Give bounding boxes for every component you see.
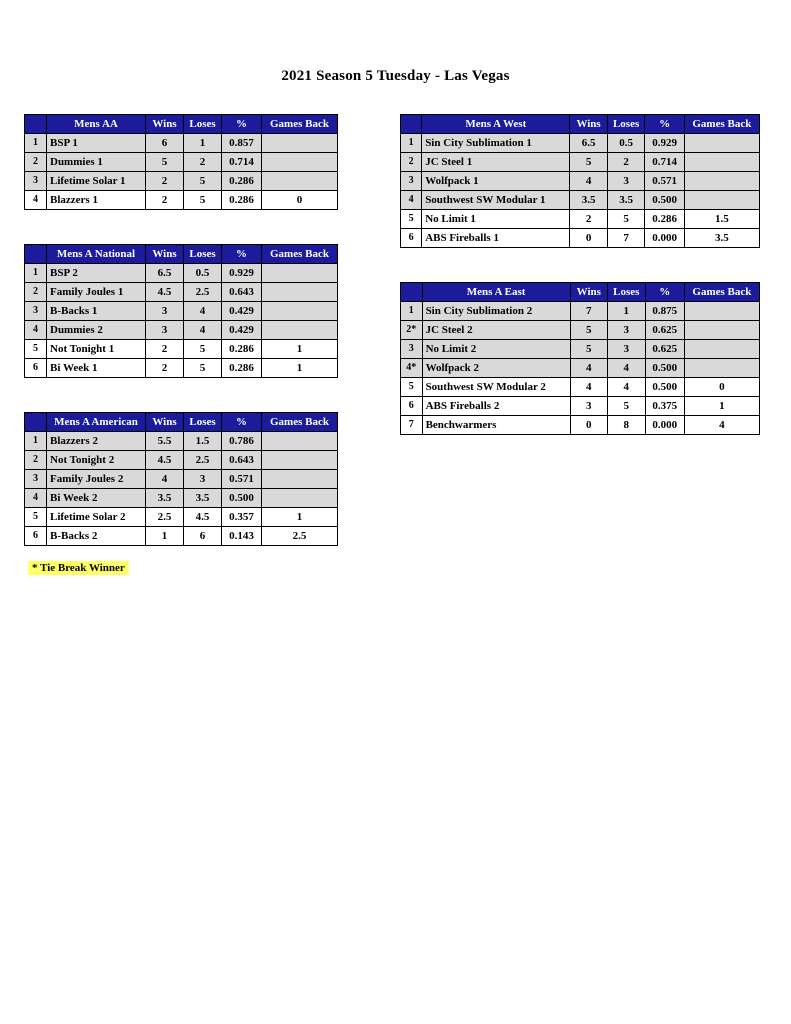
rank-cell: 1 — [25, 134, 47, 153]
table-row — [25, 508, 338, 527]
games-back-cell — [684, 321, 759, 340]
team-name-cell: No Limit 1 — [422, 210, 570, 229]
rank-cell: 1 — [25, 264, 47, 283]
games-back-cell: 0 — [262, 191, 338, 210]
column-header-division: Mens A American — [47, 413, 146, 432]
column-header-loses: Loses — [607, 283, 645, 302]
games-back-cell — [684, 359, 759, 378]
wins-cell: 2 — [146, 172, 184, 191]
team-name-cell: BSP 2 — [47, 264, 146, 283]
pct-cell: 0.357 — [222, 508, 262, 527]
games-back-cell — [262, 321, 338, 340]
column-header-division: Mens AA — [47, 115, 146, 134]
loses-cell: 2 — [607, 153, 645, 172]
games-back-cell — [262, 302, 338, 321]
rank-cell: 5 — [25, 508, 47, 527]
wins-cell: 6.5 — [146, 264, 184, 283]
standings-table-mens-a-national — [24, 244, 338, 378]
column-header-rank — [25, 115, 47, 134]
games-back-cell — [262, 172, 338, 191]
pct-cell: 0.786 — [222, 432, 262, 451]
rank-cell: 4 — [25, 489, 47, 508]
rank-cell: 3 — [401, 340, 423, 359]
table-row — [25, 321, 338, 340]
column-header-wins: Wins — [570, 115, 607, 134]
games-back-cell: 1 — [684, 397, 759, 416]
pct-cell: 0.571 — [222, 470, 262, 489]
pct-cell: 0.143 — [222, 527, 262, 546]
wins-cell: 5 — [570, 321, 607, 340]
pct-cell: 0.625 — [645, 321, 684, 340]
wins-cell: 5 — [570, 153, 607, 172]
table-row — [401, 378, 760, 397]
rank-cell: 4 — [25, 191, 47, 210]
rank-cell: 3 — [25, 302, 47, 321]
wins-cell: 0 — [570, 229, 607, 248]
wins-cell: 6 — [146, 134, 184, 153]
games-back-cell — [684, 172, 759, 191]
table-row — [401, 172, 760, 191]
wins-cell: 3.5 — [146, 489, 184, 508]
pct-cell: 0.714 — [645, 153, 684, 172]
loses-cell: 2.5 — [184, 283, 222, 302]
wins-cell: 5.5 — [146, 432, 184, 451]
rank-cell: 6 — [25, 359, 47, 378]
column-header-games-back: Games Back — [262, 413, 338, 432]
column-header-wins: Wins — [146, 413, 184, 432]
loses-cell: 4 — [607, 378, 645, 397]
pct-cell: 0.929 — [645, 134, 684, 153]
loses-cell: 4.5 — [184, 508, 222, 527]
team-name-cell: Blazzers 2 — [47, 432, 146, 451]
column-header-pct: % — [645, 115, 684, 134]
team-name-cell: Not Tonight 2 — [47, 451, 146, 470]
table-header-row — [25, 115, 338, 134]
table-header-row — [25, 245, 338, 264]
team-name-cell: Family Joules 1 — [47, 283, 146, 302]
wins-cell: 2.5 — [146, 508, 184, 527]
wins-cell: 3 — [146, 302, 184, 321]
rank-cell: 1 — [401, 302, 423, 321]
column-header-games-back: Games Back — [684, 283, 759, 302]
wins-cell: 7 — [570, 302, 607, 321]
pct-cell: 0.500 — [222, 489, 262, 508]
table-row — [401, 359, 760, 378]
table-row — [25, 191, 338, 210]
table-row — [25, 302, 338, 321]
games-back-cell — [262, 153, 338, 172]
team-name-cell: Lifetime Solar 2 — [47, 508, 146, 527]
table-row — [25, 134, 338, 153]
table-row — [401, 229, 760, 248]
wins-cell: 2 — [146, 359, 184, 378]
rank-cell: 3 — [25, 172, 47, 191]
loses-cell: 3 — [607, 321, 645, 340]
pct-cell: 0.286 — [222, 359, 262, 378]
table-row — [401, 134, 760, 153]
loses-cell: 3 — [607, 340, 645, 359]
games-back-cell — [262, 432, 338, 451]
table-header-row — [401, 115, 760, 134]
column-header-rank — [25, 245, 47, 264]
table-row — [25, 489, 338, 508]
rank-cell: 4 — [25, 321, 47, 340]
pct-cell: 0.500 — [645, 378, 684, 397]
wins-cell: 5 — [146, 153, 184, 172]
standings-table-mens-a-west — [400, 114, 760, 248]
wins-cell: 4.5 — [146, 283, 184, 302]
table-row — [401, 416, 760, 435]
rank-cell: 5 — [401, 210, 422, 229]
games-back-cell: 0 — [684, 378, 759, 397]
column-header-games-back: Games Back — [262, 245, 338, 264]
pct-cell: 0.286 — [222, 172, 262, 191]
column-header-loses: Loses — [184, 115, 222, 134]
loses-cell: 5 — [184, 359, 222, 378]
games-back-cell — [262, 264, 338, 283]
column-header-pct: % — [222, 413, 262, 432]
wins-cell: 3 — [570, 397, 607, 416]
pct-cell: 0.000 — [645, 229, 684, 248]
pct-cell: 0.375 — [645, 397, 684, 416]
column-header-pct: % — [645, 283, 684, 302]
team-name-cell: Dummies 2 — [47, 321, 146, 340]
column-header-pct: % — [222, 245, 262, 264]
column-header-games-back: Games Back — [684, 115, 759, 134]
rank-cell: 6 — [25, 527, 47, 546]
table-row — [25, 451, 338, 470]
table-row — [401, 210, 760, 229]
team-name-cell: Benchwarmers — [422, 416, 570, 435]
loses-cell: 3.5 — [607, 191, 645, 210]
table-row — [401, 397, 760, 416]
games-back-cell — [684, 153, 759, 172]
wins-cell: 2 — [146, 191, 184, 210]
rank-cell: 5 — [25, 340, 47, 359]
wins-cell: 4 — [570, 172, 607, 191]
loses-cell: 5 — [184, 340, 222, 359]
games-back-cell: 3.5 — [684, 229, 759, 248]
rank-cell: 4 — [401, 191, 422, 210]
table-row — [401, 321, 760, 340]
wins-cell: 4.5 — [146, 451, 184, 470]
loses-cell: 1 — [607, 302, 645, 321]
loses-cell: 4 — [184, 302, 222, 321]
wins-cell: 4 — [146, 470, 184, 489]
table-row — [401, 340, 760, 359]
team-name-cell: Lifetime Solar 1 — [47, 172, 146, 191]
games-back-cell — [684, 340, 759, 359]
team-name-cell: Wolfpack 2 — [422, 359, 570, 378]
games-back-cell: 1 — [262, 340, 338, 359]
loses-cell: 1 — [184, 134, 222, 153]
rank-cell: 5 — [401, 378, 423, 397]
team-name-cell: Sin City Sublimation 2 — [422, 302, 570, 321]
standings-table-mens-aa — [24, 114, 338, 210]
table-row — [25, 359, 338, 378]
wins-cell: 4 — [570, 359, 607, 378]
wins-cell: 3.5 — [570, 191, 607, 210]
pct-cell: 0.429 — [222, 321, 262, 340]
loses-cell: 3.5 — [184, 489, 222, 508]
rank-cell: 4* — [401, 359, 423, 378]
rank-cell: 2* — [401, 321, 423, 340]
table-header-row — [25, 413, 338, 432]
games-back-cell — [262, 134, 338, 153]
games-back-cell: 4 — [684, 416, 759, 435]
pct-cell: 0.714 — [222, 153, 262, 172]
column-header-wins: Wins — [146, 115, 184, 134]
team-name-cell: ABS Fireballs 1 — [422, 229, 570, 248]
wins-cell: 5 — [570, 340, 607, 359]
loses-cell: 7 — [607, 229, 645, 248]
games-back-cell: 1 — [262, 508, 338, 527]
table-row — [25, 153, 338, 172]
team-name-cell: Wolfpack 1 — [422, 172, 570, 191]
rank-cell: 3 — [401, 172, 422, 191]
loses-cell: 5 — [184, 172, 222, 191]
pct-cell: 0.875 — [645, 302, 684, 321]
pct-cell: 0.286 — [222, 191, 262, 210]
pct-cell: 0.571 — [645, 172, 684, 191]
loses-cell: 5 — [607, 397, 645, 416]
pct-cell: 0.643 — [222, 451, 262, 470]
column-header-wins: Wins — [570, 283, 607, 302]
games-back-cell — [262, 283, 338, 302]
column-header-pct: % — [222, 115, 262, 134]
games-back-cell — [684, 134, 759, 153]
games-back-cell — [262, 451, 338, 470]
loses-cell: 1.5 — [184, 432, 222, 451]
table-row — [25, 172, 338, 191]
column-header-division: Mens A National — [47, 245, 146, 264]
loses-cell: 0.5 — [184, 264, 222, 283]
tie-break-legend: * Tie Break Winner — [28, 561, 129, 575]
loses-cell: 2.5 — [184, 451, 222, 470]
loses-cell: 4 — [607, 359, 645, 378]
games-back-cell: 2.5 — [262, 527, 338, 546]
loses-cell: 8 — [607, 416, 645, 435]
wins-cell: 0 — [570, 416, 607, 435]
pct-cell: 0.500 — [645, 359, 684, 378]
table-row — [401, 153, 760, 172]
wins-cell: 2 — [146, 340, 184, 359]
loses-cell: 5 — [184, 191, 222, 210]
team-name-cell: Bi Week 1 — [47, 359, 146, 378]
games-back-cell — [262, 470, 338, 489]
team-name-cell: Southwest SW Modular 1 — [422, 191, 570, 210]
rank-cell: 3 — [25, 470, 47, 489]
games-back-cell — [262, 489, 338, 508]
team-name-cell: B-Backs 1 — [47, 302, 146, 321]
loses-cell: 6 — [184, 527, 222, 546]
pct-cell: 0.500 — [645, 191, 684, 210]
loses-cell: 3 — [184, 470, 222, 489]
column-header-loses: Loses — [184, 245, 222, 264]
loses-cell: 5 — [607, 210, 645, 229]
standings-table-mens-a-east — [400, 282, 760, 435]
pct-cell: 0.643 — [222, 283, 262, 302]
table-header-row — [401, 283, 760, 302]
table-row — [401, 191, 760, 210]
pct-cell: 0.429 — [222, 302, 262, 321]
rank-cell: 1 — [401, 134, 422, 153]
pct-cell: 0.286 — [222, 340, 262, 359]
rank-cell: 6 — [401, 229, 422, 248]
standings-table-mens-a-american — [24, 412, 338, 546]
table-row — [25, 283, 338, 302]
column-header-division: Mens A East — [422, 283, 570, 302]
wins-cell: 2 — [570, 210, 607, 229]
team-name-cell: B-Backs 2 — [47, 527, 146, 546]
pct-cell: 0.000 — [645, 416, 684, 435]
pct-cell: 0.625 — [645, 340, 684, 359]
table-row — [25, 340, 338, 359]
column-header-games-back: Games Back — [262, 115, 338, 134]
table-row — [25, 264, 338, 283]
pct-cell: 0.857 — [222, 134, 262, 153]
games-back-cell — [684, 191, 759, 210]
loses-cell: 3 — [607, 172, 645, 191]
page-title: 2021 Season 5 Tuesday - Las Vegas — [281, 68, 510, 84]
team-name-cell: JC Steel 2 — [422, 321, 570, 340]
team-name-cell: Southwest SW Modular 2 — [422, 378, 570, 397]
rank-cell: 7 — [401, 416, 423, 435]
column-header-loses: Loses — [184, 413, 222, 432]
loses-cell: 2 — [184, 153, 222, 172]
team-name-cell: JC Steel 1 — [422, 153, 570, 172]
table-row — [25, 432, 338, 451]
team-name-cell: Dummies 1 — [47, 153, 146, 172]
rank-cell: 6 — [401, 397, 423, 416]
team-name-cell: No Limit 2 — [422, 340, 570, 359]
team-name-cell: Blazzers 1 — [47, 191, 146, 210]
wins-cell: 6.5 — [570, 134, 607, 153]
wins-cell: 1 — [146, 527, 184, 546]
table-row — [25, 527, 338, 546]
rank-cell: 2 — [25, 283, 47, 302]
column-header-rank — [401, 283, 423, 302]
loses-cell: 4 — [184, 321, 222, 340]
column-header-rank — [401, 115, 422, 134]
team-name-cell: Bi Week 2 — [47, 489, 146, 508]
column-header-loses: Loses — [607, 115, 645, 134]
pct-cell: 0.286 — [645, 210, 684, 229]
rank-cell: 2 — [401, 153, 422, 172]
pct-cell: 0.929 — [222, 264, 262, 283]
team-name-cell: ABS Fireballs 2 — [422, 397, 570, 416]
rank-cell: 1 — [25, 432, 47, 451]
column-header-rank — [25, 413, 47, 432]
column-header-wins: Wins — [146, 245, 184, 264]
team-name-cell: BSP 1 — [47, 134, 146, 153]
rank-cell: 2 — [25, 451, 47, 470]
team-name-cell: Not Tonight 1 — [47, 340, 146, 359]
loses-cell: 0.5 — [607, 134, 645, 153]
table-row — [401, 302, 760, 321]
wins-cell: 3 — [146, 321, 184, 340]
games-back-cell — [684, 302, 759, 321]
team-name-cell: Sin City Sublimation 1 — [422, 134, 570, 153]
games-back-cell: 1 — [262, 359, 338, 378]
games-back-cell: 1.5 — [684, 210, 759, 229]
table-row — [25, 470, 338, 489]
rank-cell: 2 — [25, 153, 47, 172]
wins-cell: 4 — [570, 378, 607, 397]
column-header-division: Mens A West — [422, 115, 570, 134]
team-name-cell: Family Joules 2 — [47, 470, 146, 489]
